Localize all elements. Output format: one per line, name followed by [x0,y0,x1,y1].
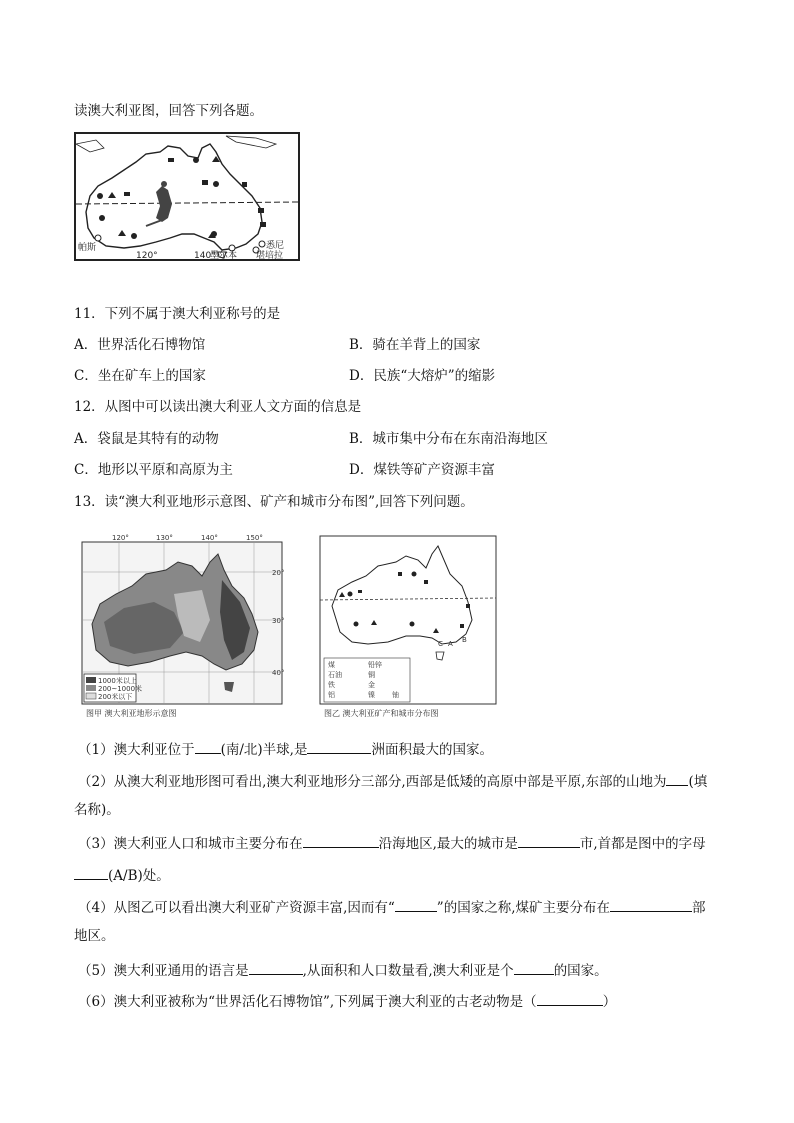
q13-sub5-blank-2[interactable] [514,960,554,975]
legend-copper: 铜 [368,671,375,679]
longitude-label-140: 140° [194,251,216,259]
city-label-melbourne: 墨尔本 [210,251,238,259]
q12-option-c[interactable]: C．地形以平原和高原为主 [74,462,233,478]
terrain-tick-140: 140° [201,534,218,542]
q13-sub1 [78,739,493,759]
q13-sub3-text-c: 市,首都是图中的字母 [579,836,706,852]
intro-text: 读澳大利亚图，回答下列各题。 [74,103,263,119]
q12-option-d[interactable]: D．煤铁等矿产资源丰富 [349,462,495,478]
q13-sub2-cont: 名称)。 [74,802,120,818]
q12-option-a[interactable]: A．袋鼠是其特有的动物 [74,431,219,447]
legend-coal: 煤 [328,661,335,669]
terrain-legend-mid: 200~1000米 [98,685,143,693]
terrain-legend-high: 1000米以上 [98,677,137,685]
q13-sub3-blank-3[interactable] [74,865,108,880]
q13-sub4-text-a: （4）从图乙可以看出澳大利亚矿产资源丰富,因而有“ [78,900,395,916]
q11-option-a[interactable]: A．世界活化石博物馆 [74,337,206,353]
q13-sub2-text-b: (填 [688,774,708,790]
q13-sub5-text-c: 的国家。 [553,963,608,979]
q13-sub4-text-c: 部 [692,900,706,916]
letter-a: A [448,640,453,648]
q13-sub2-text-a: （2）从澳大利亚地形图可看出,澳大利亚地形分三部分,西部是低矮的高原中部是平原,东部的山地为 [78,774,667,790]
terrain-tick-20: 20° [272,569,285,577]
q13-sub6-blank-1[interactable] [537,991,603,1006]
q13-sub4-blank-1[interactable] [395,897,437,912]
terrain-tick-120: 120° [112,534,129,542]
q13-sub1-text-c: 洲面积最大的国家。 [371,742,493,758]
q13-sub3-cont [74,865,170,885]
australia-map-drawing [76,134,298,259]
minerals-caption: 图乙 澳大利亚矿产和城市分布图 [324,709,439,718]
terrain-tick-30: 30° [272,617,285,625]
q12-stem: 12．从图中可以读出澳大利亚人文方面的信息是 [74,399,362,415]
q13-sub3-text-a: （3）澳大利亚人口和城市主要分布在 [78,836,303,852]
terrain-legend-low: 200米以下 [98,693,133,701]
legend-uranium: 铀 [392,691,399,699]
q13-sub4 [78,897,706,917]
q11-stem: 11．下列不属于澳大利亚称号的是 [74,306,281,322]
q11-option-d[interactable]: D．民族“大熔炉”的缩影 [349,368,496,384]
q13-sub6 [78,991,616,1011]
city-label-canberra: 堪培拉 [256,251,284,259]
q13-sub4-blank-2[interactable] [610,897,692,912]
q13-sub3-blank-2[interactable] [518,833,580,848]
terrain-tick-40: 40° [272,669,285,677]
terrain-tick-150: 150° [246,534,263,542]
q11-option-b[interactable]: B．骑在羊背上的国家 [349,337,481,353]
q13-sub1-blank-2[interactable] [307,739,371,754]
q13-sub3-blank-1[interactable] [303,833,379,848]
q11-option-c[interactable]: C．坐在矿车上的国家 [74,368,206,384]
figure-terrain-map [74,532,294,722]
terrain-tick-130: 130° [156,534,173,542]
q13-sub5-blank-1[interactable] [249,960,303,975]
legend-iron: 铁 [328,681,335,689]
legend-oil: 石油 [328,671,342,679]
q13-stem: 13．读“澳大利亚地形示意图、矿产和城市分布图”,回答下列问题。 [74,494,474,510]
q13-sub3-text-d: (A/B)处。 [108,868,170,884]
q13-sub3 [78,833,706,853]
q13-sub5-text-b: ,从面积和人口数量看,澳大利亚是个 [302,963,514,979]
q13-sub3-text-b: 沿海地区,最大的城市是 [378,836,518,852]
legend-aluminum: 铝 [328,691,335,699]
letter-b: B [462,636,467,644]
q13-sub4-cont: 地区。 [74,928,115,944]
legend-lead-zinc: 铅锌 [368,661,382,669]
q13-sub1-text-a: （1）澳大利亚位于 [78,742,195,758]
australia-map [74,132,300,261]
q13-sub1-blank-1[interactable] [195,739,221,754]
q13-sub1-text-b: (南/北)半球,是 [220,742,308,758]
longitude-label-120: 120° [136,251,158,259]
legend-gold: 金 [368,681,375,689]
legend-nickel: 镍 [368,691,375,699]
figure-minerals-map [316,532,502,722]
city-label-perth: 帕斯 [78,243,97,253]
terrain-caption: 图甲 澳大利亚地形示意图 [86,709,177,718]
q13-sub2 [78,771,707,791]
q13-sub4-text-b: ”的国家之称,煤矿主要分布在 [436,900,610,916]
q13-sub5-text-a: （5）澳大利亚通用的语言是 [78,963,249,979]
q13-sub6-text-a: （6）澳大利亚被称为“世界活化石博物馆”,下列属于澳大利亚的古老动物是（ [78,994,537,1010]
minerals-legend [324,658,410,702]
city-label-sydney: 悉尼 [266,241,285,251]
q13-sub2-blank-1[interactable] [666,771,688,786]
q12-option-b[interactable]: B．城市集中分布在东南沿海地区 [349,431,548,447]
q13-sub5 [78,960,608,980]
q13-sub6-text-b: ） [602,994,617,1010]
letter-c: C [438,640,443,648]
